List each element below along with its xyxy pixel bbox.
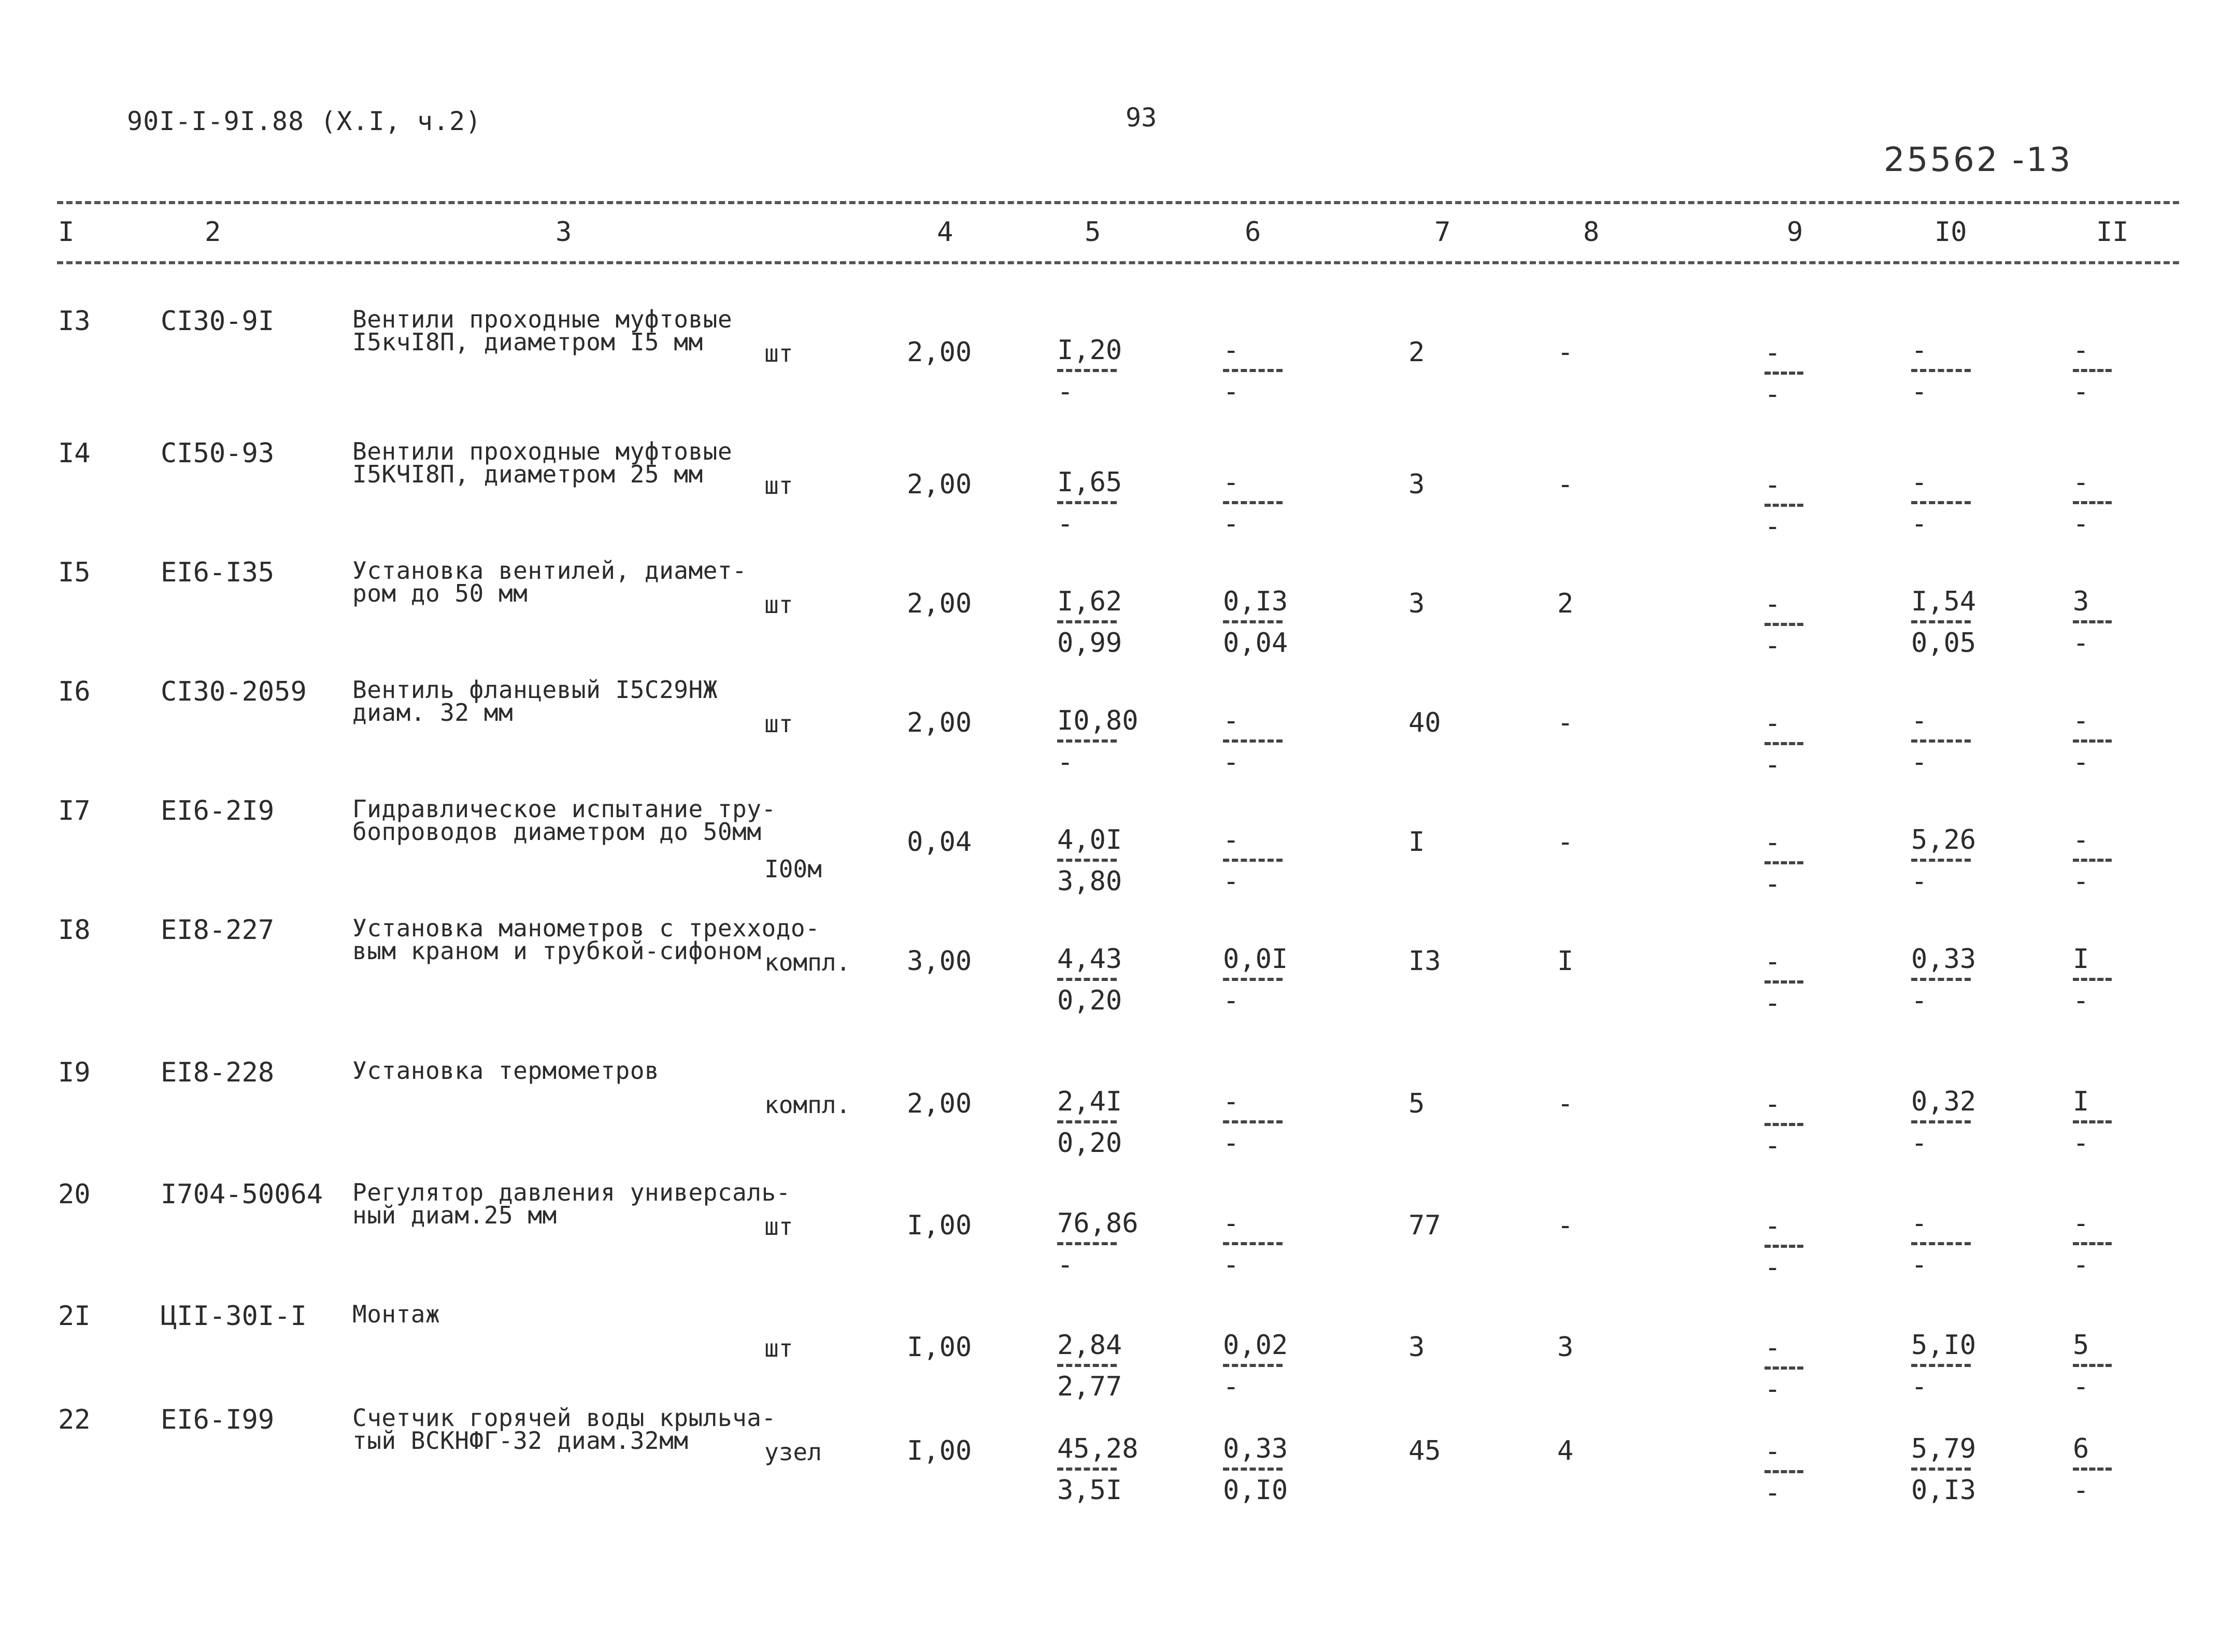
- cost-col5-divider: [1057, 1242, 1117, 1245]
- col9-fraction-numerator: -: [1765, 1332, 1781, 1363]
- cost-col5-numerator: 4,0I: [1057, 824, 1122, 856]
- unit: узел: [764, 1438, 822, 1466]
- col9-fraction-numerator: -: [1765, 827, 1781, 858]
- col9-fraction-denominator: -: [1765, 630, 1781, 661]
- cost-col6-numerator: -: [1223, 467, 1240, 498]
- cost-col6: [1223, 588, 1288, 657]
- col11-fraction: [2073, 1088, 2112, 1157]
- price-code: EI8-228: [161, 1057, 275, 1088]
- unit: шт: [764, 591, 793, 619]
- row-description-line: бопроводов диаметром до 50мм: [352, 818, 762, 846]
- col10-fraction: [1911, 824, 1976, 897]
- col9-fraction-divider: [1765, 372, 1803, 375]
- cost-col6-divider: [1223, 369, 1283, 372]
- col7-value: I3: [1408, 946, 1441, 977]
- unit: компл.: [764, 948, 851, 976]
- row-description-line: Вентили проходные муфтовые: [352, 437, 733, 465]
- quantity: 2,00: [907, 337, 972, 368]
- col10-fraction-divider: [1911, 1468, 1971, 1471]
- cost-col6-numerator: -: [1223, 1086, 1240, 1117]
- col11-fraction-numerator: -: [2073, 824, 2089, 856]
- col11-fraction-denominator: -: [2073, 1475, 2089, 1506]
- col10-fraction-numerator: -: [1911, 335, 1928, 366]
- row-description-line: I5кчI8П, диаметром I5 мм: [352, 328, 703, 356]
- col9-fraction: [1765, 339, 1803, 408]
- col10-fraction: [1911, 469, 1971, 537]
- col10-fraction-divider: [1911, 859, 1971, 862]
- col11-fraction-divider: [2073, 739, 2112, 743]
- cost-col5-divider: [1057, 978, 1117, 981]
- col9-fraction: [1765, 591, 1803, 659]
- cost-col6: [1223, 469, 1283, 537]
- cost-col5: [1057, 1088, 1122, 1157]
- col10-fraction-numerator: 0,33: [1911, 944, 1976, 975]
- cost-col6-denominator: -: [1223, 1371, 1240, 1402]
- cost-col5: [1057, 1435, 1139, 1504]
- col9-fraction-numerator: -: [1765, 1210, 1781, 1242]
- col10-fraction-divider: [1911, 978, 1971, 981]
- col9-fraction-denominator: -: [1765, 1477, 1781, 1508]
- col9-fraction-denominator: -: [1765, 1252, 1781, 1283]
- col10-fraction: [1911, 1210, 1971, 1278]
- cost-col6-divider: [1223, 1468, 1283, 1471]
- cost-col5-denominator: 2,77: [1057, 1371, 1122, 1402]
- col11-fraction-divider: [2073, 859, 2112, 862]
- col11-fraction: [2073, 1210, 2112, 1278]
- col11-fraction-numerator: 6: [2073, 1433, 2089, 1464]
- col7-value: 3: [1408, 469, 1425, 500]
- quantity: I,00: [907, 1210, 972, 1241]
- cost-col6: [1223, 337, 1283, 405]
- col9-fraction-denominator: -: [1765, 1374, 1781, 1405]
- row-description-line: Гидравлическое испытание тру-: [352, 795, 776, 823]
- col9-fraction-numerator: -: [1765, 708, 1781, 739]
- cost-col6-denominator: -: [1223, 747, 1240, 778]
- col9-fraction-denominator: -: [1765, 749, 1781, 780]
- quantity: 3,00: [907, 946, 972, 977]
- col11-fraction: [2073, 1332, 2112, 1400]
- price-code: CI50-93: [161, 438, 275, 469]
- row-number: I9: [58, 1057, 91, 1088]
- cost-col6-divider: [1223, 501, 1283, 504]
- cost-col5-denominator: -: [1057, 1249, 1074, 1280]
- cost-col5-divider: [1057, 859, 1117, 862]
- col11-fraction-denominator: -: [2073, 866, 2089, 897]
- row-number: I4: [58, 438, 91, 469]
- column-header-8: 8: [1583, 217, 1600, 248]
- row-description-line: Монтаж: [352, 1300, 440, 1328]
- col11-fraction-numerator: -: [2073, 335, 2089, 366]
- col10-fraction: [1911, 1332, 1976, 1400]
- col11-fraction: [2073, 469, 2112, 537]
- row-description-line: I5КЧI8П, диаметром 25 мм: [352, 460, 703, 488]
- col11-fraction-denominator: -: [2073, 1371, 2089, 1402]
- cost-col6: [1223, 946, 1288, 1014]
- cost-col5-numerator: 2,84: [1057, 1330, 1122, 1361]
- col11-fraction-numerator: -: [2073, 705, 2089, 736]
- col8-value: -: [1557, 1210, 1574, 1241]
- price-code: I704-50064: [161, 1179, 323, 1210]
- col8-value: -: [1557, 707, 1574, 738]
- col11-fraction-denominator: -: [2073, 985, 2089, 1016]
- cost-col5-denominator: -: [1057, 376, 1074, 407]
- col11-fraction-divider: [2073, 1242, 2112, 1245]
- column-header-10: I0: [1934, 217, 1967, 248]
- cost-col6-numerator: -: [1223, 1208, 1240, 1239]
- cost-col6-denominator: -: [1223, 985, 1240, 1016]
- col11-fraction-numerator: -: [2073, 467, 2089, 498]
- col10-fraction-numerator: 5,79: [1911, 1433, 1976, 1464]
- col8-value: 4: [1557, 1435, 1574, 1466]
- cost-col5-denominator: 3,80: [1057, 866, 1122, 897]
- cost-col5: [1057, 1332, 1122, 1400]
- col10-fraction-numerator: -: [1911, 705, 1928, 736]
- cost-col5-numerator: 45,28: [1057, 1433, 1139, 1464]
- col11-fraction-divider: [2073, 620, 2112, 623]
- col9-fraction-divider: [1765, 861, 1803, 864]
- page-number: 93: [1126, 103, 1157, 133]
- cost-col5: [1057, 1210, 1139, 1278]
- col10-fraction-denominator: -: [1911, 1249, 1928, 1280]
- cost-col6-divider: [1223, 739, 1283, 743]
- col10-fraction-divider: [1911, 1242, 1971, 1245]
- col11-fraction-divider: [2073, 978, 2112, 981]
- col10-fraction: [1911, 1088, 1976, 1157]
- col10-fraction: [1911, 337, 1971, 405]
- col8-value: -: [1557, 1088, 1574, 1119]
- row-number: 20: [58, 1179, 91, 1210]
- row-number: I3: [58, 306, 91, 337]
- column-header-7: 7: [1434, 217, 1451, 248]
- col11-fraction-denominator: -: [2073, 508, 2089, 539]
- cost-col6: [1223, 1088, 1283, 1157]
- cost-col6-numerator: -: [1223, 335, 1240, 366]
- column-header-11: II: [2096, 217, 2129, 248]
- cost-col5: [1057, 469, 1122, 537]
- col11-fraction-divider: [2073, 369, 2112, 372]
- col9-fraction-numerator: -: [1765, 946, 1781, 977]
- row-description-line: Вентиль фланцевый I5С29НЖ: [352, 676, 718, 704]
- col8-value: -: [1557, 337, 1574, 368]
- col11-fraction-numerator: 5: [2073, 1330, 2089, 1361]
- col9-fraction-numerator: -: [1765, 1436, 1781, 1467]
- col7-value: 77: [1408, 1210, 1441, 1241]
- col11-fraction-divider: [2073, 501, 2112, 504]
- document-code: 90I-I-9I.88 (X.I, ч.2): [127, 106, 482, 136]
- col9-fraction-divider: [1765, 504, 1803, 507]
- col11-fraction: [2073, 588, 2112, 657]
- col7-value: 3: [1408, 588, 1425, 619]
- col11-fraction-numerator: I: [2073, 1086, 2089, 1117]
- col11-fraction-divider: [2073, 1468, 2112, 1471]
- col7-value: 45: [1408, 1435, 1441, 1466]
- col11-fraction: [2073, 946, 2112, 1014]
- cost-col5-denominator: 3,5I: [1057, 1475, 1122, 1506]
- cost-col5-denominator: 0,20: [1057, 1128, 1122, 1159]
- header-rule-top: [57, 201, 2179, 204]
- cost-col6-numerator: -: [1223, 824, 1240, 856]
- col11-fraction-denominator: -: [2073, 1249, 2089, 1280]
- col11-fraction-denominator: -: [2073, 1128, 2089, 1159]
- row-description-line: тый ВСКНФГ-32 диам.32мм: [352, 1427, 689, 1455]
- col10-fraction-denominator: -: [1911, 985, 1928, 1016]
- row-description-line: вым краном и трубкой-сифоном: [352, 937, 762, 965]
- price-code: EI6-I35: [161, 557, 275, 588]
- col9-fraction-divider: [1765, 1245, 1803, 1248]
- col9-fraction-divider: [1765, 1366, 1803, 1370]
- col10-fraction-numerator: -: [1911, 1208, 1928, 1239]
- col7-value: 5: [1408, 1088, 1425, 1119]
- cost-col5-numerator: 2,4I: [1057, 1086, 1122, 1117]
- col9-fraction: [1765, 948, 1803, 1017]
- row-description-line: Установка манометров с трехходо-: [352, 914, 820, 942]
- cost-col6-numerator: 0,I3: [1223, 586, 1288, 617]
- cost-col6-denominator: 0,I0: [1223, 1475, 1288, 1506]
- cost-col6-divider: [1223, 978, 1283, 981]
- col8-value: 2: [1557, 588, 1574, 619]
- col10-fraction-divider: [1911, 620, 1971, 623]
- cost-col5-numerator: 76,86: [1057, 1208, 1139, 1239]
- cost-col5-numerator: I,65: [1057, 467, 1122, 498]
- cost-col5-denominator: -: [1057, 508, 1074, 539]
- cost-col5-numerator: I,62: [1057, 586, 1122, 617]
- col11-fraction: [2073, 337, 2112, 405]
- cost-col5-divider: [1057, 739, 1117, 743]
- col10-fraction-denominator: -: [1911, 1371, 1928, 1402]
- col8-value: -: [1557, 469, 1574, 500]
- column-header-4: 4: [937, 217, 954, 248]
- row-number: 2I: [58, 1301, 91, 1332]
- col11-fraction-numerator: 3: [2073, 586, 2089, 617]
- col9-fraction-denominator: -: [1765, 379, 1781, 410]
- col8-value: I: [1557, 946, 1574, 977]
- cost-col6: [1223, 824, 1283, 897]
- cost-col5: [1057, 707, 1139, 776]
- unit: шт: [764, 710, 793, 738]
- row-number: I6: [58, 676, 91, 707]
- cost-col6-numerator: 0,02: [1223, 1330, 1288, 1361]
- quantity: 2,00: [907, 588, 972, 619]
- cost-col5-divider: [1057, 1120, 1117, 1123]
- col10-fraction-numerator: I,54: [1911, 586, 1976, 617]
- col9-fraction-divider: [1765, 623, 1803, 626]
- cost-col6-denominator: 0,04: [1223, 628, 1288, 659]
- cost-col6-divider: [1223, 859, 1283, 862]
- col10-fraction-denominator: -: [1911, 747, 1928, 778]
- row-description-line: Установка вентилей, диамет-: [352, 557, 747, 585]
- cost-col5-numerator: I,20: [1057, 335, 1122, 366]
- col7-value: I: [1408, 827, 1425, 858]
- cost-col6: [1223, 1332, 1288, 1400]
- row-description-line: диам. 32 мм: [352, 699, 514, 727]
- row-description-line: Вентили проходные муфтовые: [352, 305, 733, 333]
- col11-fraction-divider: [2073, 1120, 2112, 1123]
- col10-fraction: [1911, 588, 1976, 657]
- col8-value: -: [1557, 827, 1574, 858]
- price-code: EI8-227: [161, 915, 275, 946]
- price-code: EI6-I99: [161, 1404, 275, 1435]
- cost-col5: [1057, 337, 1122, 405]
- cost-col5-divider: [1057, 620, 1117, 623]
- price-code: CI30-2059: [161, 676, 307, 707]
- unit: I00м: [764, 855, 822, 883]
- col9-fraction: [1765, 1438, 1803, 1506]
- col7-value: 2: [1408, 337, 1425, 368]
- cost-col6-denominator: -: [1223, 866, 1240, 897]
- col9-fraction: [1765, 829, 1803, 898]
- col11-fraction-divider: [2073, 1364, 2112, 1367]
- col11-fraction: [2073, 824, 2112, 897]
- col9-fraction-divider: [1765, 742, 1803, 745]
- row-number: I7: [58, 795, 91, 827]
- col10-fraction-denominator: -: [1911, 376, 1928, 407]
- col7-value: 40: [1408, 707, 1441, 738]
- col9-fraction-numerator: -: [1765, 1089, 1781, 1120]
- column-header-6: 6: [1245, 217, 1261, 248]
- cost-col5: [1057, 588, 1122, 657]
- row-number: I5: [58, 557, 91, 588]
- cost-col6-denominator: -: [1223, 1128, 1240, 1159]
- cost-col5-denominator: 0,20: [1057, 985, 1122, 1016]
- column-header-5: 5: [1085, 217, 1101, 248]
- col10-fraction-denominator: -: [1911, 866, 1928, 897]
- row-number: I8: [58, 915, 91, 946]
- col9-fraction: [1765, 1334, 1803, 1403]
- cost-col6-denominator: -: [1223, 1249, 1240, 1280]
- col9-fraction-numerator: -: [1765, 589, 1781, 620]
- col10-fraction-numerator: -: [1911, 467, 1928, 498]
- col9-fraction-numerator: -: [1765, 337, 1781, 368]
- col10-fraction-numerator: 5,26: [1911, 824, 1976, 856]
- col11-fraction: [2073, 1435, 2112, 1504]
- col11-fraction-denominator: -: [2073, 376, 2089, 407]
- quantity: I,00: [907, 1435, 972, 1466]
- row-number: 22: [58, 1404, 91, 1435]
- cost-col5-divider: [1057, 501, 1117, 504]
- unit: шт: [764, 1213, 793, 1241]
- col9-fraction-divider: [1765, 980, 1803, 984]
- quantity: 2,00: [907, 469, 972, 500]
- cost-col6-denominator: -: [1223, 508, 1240, 539]
- col9-fraction-denominator: -: [1765, 988, 1781, 1019]
- col10-fraction-denominator: 0,I3: [1911, 1475, 1976, 1506]
- col10-fraction-divider: [1911, 1120, 1971, 1123]
- cost-col6-divider: [1223, 1242, 1283, 1245]
- col9-fraction: [1765, 469, 1803, 542]
- price-code: EI6-2I9: [161, 795, 275, 827]
- cost-col5-divider: [1057, 1364, 1117, 1367]
- column-header-1: I: [58, 217, 75, 248]
- cost-col5: [1057, 824, 1122, 897]
- col9-fraction-numerator: -: [1765, 469, 1781, 501]
- col9-fraction: [1765, 1091, 1803, 1159]
- col10-fraction-divider: [1911, 1364, 1971, 1367]
- cost-col6-divider: [1223, 620, 1283, 623]
- col8-value: 3: [1557, 1332, 1574, 1363]
- cost-col5-numerator: 4,43: [1057, 944, 1122, 975]
- quantity: 2,00: [907, 707, 972, 738]
- cost-col5-divider: [1057, 369, 1117, 372]
- col10-fraction: [1911, 946, 1976, 1014]
- col7-value: 3: [1408, 1332, 1425, 1363]
- col10-fraction: [1911, 1435, 1976, 1504]
- cost-col6-numerator: 0,0I: [1223, 944, 1288, 975]
- column-header-9: 9: [1787, 217, 1803, 248]
- col11-fraction-numerator: -: [2073, 1208, 2089, 1239]
- col9-fraction: [1765, 710, 1803, 778]
- col10-fraction-numerator: 5,I0: [1911, 1330, 1976, 1361]
- cost-col6-denominator: -: [1223, 376, 1240, 407]
- row-description-line: ный диам.25 мм: [352, 1201, 557, 1229]
- column-header-2: 2: [205, 217, 221, 248]
- col9-fraction-denominator: -: [1765, 511, 1781, 542]
- col10-fraction-denominator: 0,05: [1911, 628, 1976, 659]
- col9-fraction: [1765, 1210, 1803, 1283]
- col9-fraction-denominator: -: [1765, 868, 1781, 900]
- price-code: CI30-9I: [161, 306, 275, 337]
- quantity: 2,00: [907, 1088, 972, 1119]
- row-description-line: ром до 50 мм: [352, 579, 528, 607]
- cost-col5-denominator: 0,99: [1057, 628, 1122, 659]
- col10-fraction-denominator: -: [1911, 1128, 1928, 1159]
- quantity: 0,04: [907, 827, 972, 858]
- col10-fraction: [1911, 707, 1971, 776]
- document-number: 25562 -13: [1884, 141, 2073, 179]
- row-description-line: Установка термометров: [352, 1057, 660, 1085]
- cost-col6: [1223, 1435, 1288, 1504]
- cost-col6: [1223, 707, 1283, 776]
- col10-fraction-numerator: 0,32: [1911, 1086, 1976, 1117]
- cost-col6-numerator: -: [1223, 705, 1240, 736]
- price-code: ЦII-30I-I: [161, 1301, 307, 1332]
- row-description-line: Счетчик горячей воды крыльча-: [352, 1404, 776, 1432]
- col10-fraction-denominator: -: [1911, 508, 1928, 539]
- unit: шт: [764, 1334, 793, 1362]
- unit: шт: [764, 339, 793, 367]
- unit: шт: [764, 472, 793, 500]
- cost-col5-divider: [1057, 1468, 1117, 1471]
- cost-col5: [1057, 946, 1122, 1014]
- col11-fraction: [2073, 707, 2112, 776]
- row-description-line: Регулятор давления универсаль-: [352, 1178, 791, 1206]
- cost-col6: [1223, 1210, 1283, 1278]
- cost-col5-numerator: I0,80: [1057, 705, 1139, 736]
- column-header-3: 3: [556, 217, 572, 248]
- cost-col6-divider: [1223, 1120, 1283, 1123]
- cost-col6-numerator: 0,33: [1223, 1433, 1288, 1464]
- col9-fraction-denominator: -: [1765, 1130, 1781, 1161]
- col11-fraction-denominator: -: [2073, 628, 2089, 659]
- unit: компл.: [764, 1091, 851, 1119]
- col10-fraction-divider: [1911, 739, 1971, 743]
- col11-fraction-numerator: I: [2073, 944, 2089, 975]
- col10-fraction-divider: [1911, 369, 1971, 372]
- col9-fraction-divider: [1765, 1123, 1803, 1126]
- col10-fraction-divider: [1911, 501, 1971, 504]
- col11-fraction-denominator: -: [2073, 747, 2089, 778]
- cost-col6-divider: [1223, 1364, 1283, 1367]
- header-rule-bottom: [57, 261, 2179, 264]
- col9-fraction-divider: [1765, 1470, 1803, 1473]
- cost-col5-denominator: -: [1057, 747, 1074, 778]
- quantity: I,00: [907, 1332, 972, 1363]
